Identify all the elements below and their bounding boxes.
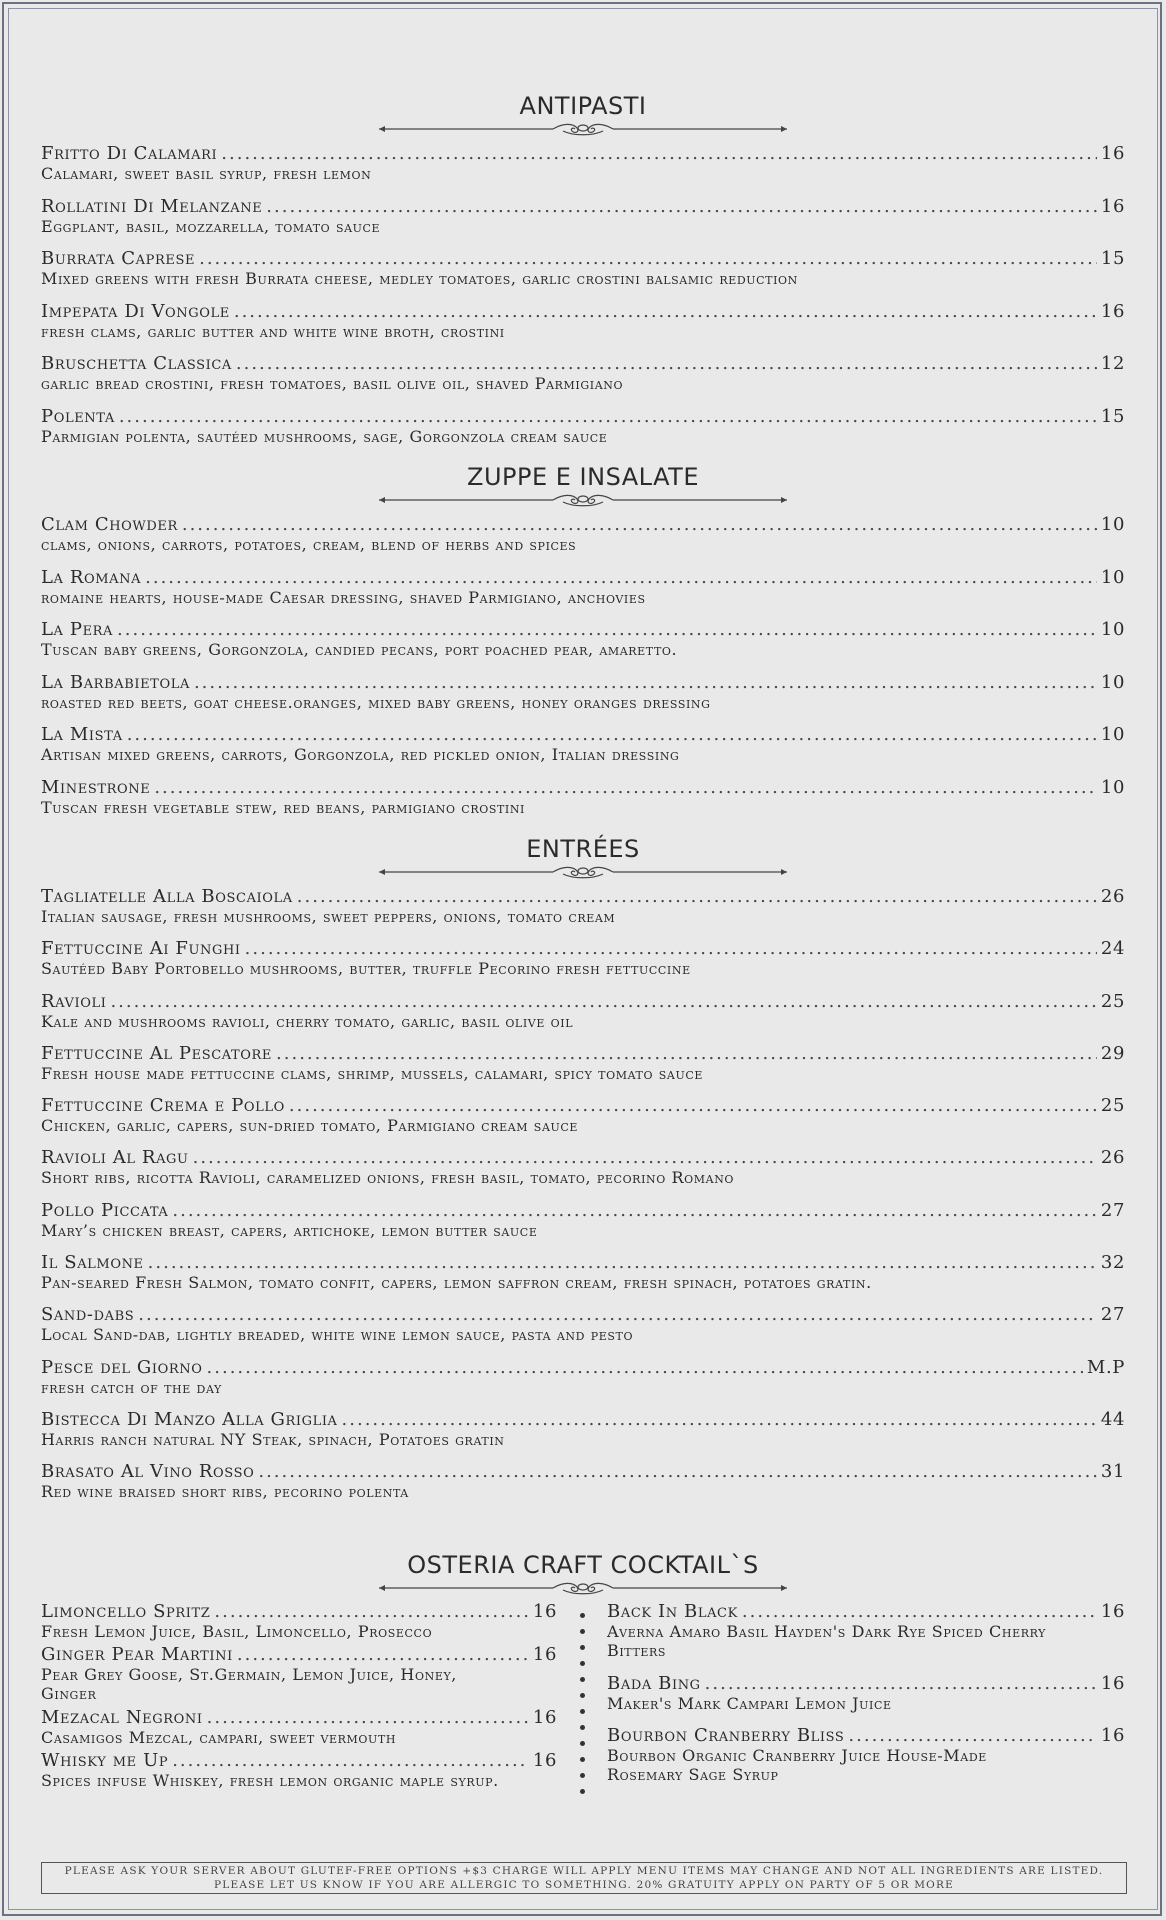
section-entrees bbox=[41, 835, 1125, 879]
item-name: Clam Chowder bbox=[41, 514, 178, 535]
item-description: Pan-seared Fresh Salmon, tomato confit, capers, lemon saffron cream, fresh spinach, potatoes gratin. bbox=[41, 1273, 872, 1293]
item-price: 25 bbox=[1100, 990, 1125, 1012]
item-price: 16 bbox=[1100, 1725, 1125, 1746]
item-name: Polenta bbox=[41, 405, 115, 427]
section-title: ANTIPASTI bbox=[519, 92, 647, 120]
dot-leader bbox=[172, 1750, 529, 1771]
item-price: 10 bbox=[1100, 776, 1125, 798]
item-price: 16 bbox=[532, 1601, 557, 1622]
menu-item bbox=[41, 1357, 1125, 1409]
menu-item bbox=[41, 514, 1125, 567]
dot-leader bbox=[193, 1147, 1097, 1168]
item-description: Italian sausage, fresh mushrooms, sweet peppers, onions, tomato cream bbox=[41, 907, 616, 926]
menu-item bbox=[607, 1601, 1125, 1673]
item-name: La Mista bbox=[41, 724, 123, 745]
bullet-dot bbox=[580, 1709, 585, 1714]
dot-leader bbox=[148, 1252, 1097, 1273]
item-price: 12 bbox=[1100, 353, 1125, 374]
dot-leader bbox=[119, 406, 1097, 427]
ornament-divider-icon bbox=[377, 1581, 789, 1595]
item-description: Maker's Mark Campari Lemon Juice bbox=[607, 1694, 892, 1713]
item-description: Local Sand-dab, lightly breaded, white wine lemon sauce, pasta and pesto bbox=[41, 1325, 634, 1345]
dot-leader bbox=[289, 1095, 1097, 1116]
bullet-dot bbox=[580, 1613, 585, 1618]
item-description: Averna Amaro Basil Hayden's Dark Rye Spiced Cherry Bitters bbox=[607, 1622, 1046, 1660]
item-name: Fritto Di Calamari bbox=[41, 143, 218, 164]
item-description: Sautéed Baby Portobello mushrooms, butter, truffle Pecorino fresh fettuccine bbox=[41, 959, 691, 979]
cocktails-right-column bbox=[607, 1601, 1125, 1813]
item-price: 26 bbox=[1100, 886, 1125, 907]
item-price: 24 bbox=[1100, 938, 1125, 960]
item-description: Pear Grey Goose, St.Germain, Lemon Juice, Honey, Ginger bbox=[41, 1665, 457, 1703]
dot-leader bbox=[236, 353, 1097, 374]
menu-item bbox=[41, 1644, 557, 1707]
item-name: Limoncello Spritz bbox=[41, 1601, 211, 1622]
item-name: Back In Black bbox=[607, 1601, 738, 1622]
item-name: Fettuccine Al Pescatore bbox=[41, 1042, 273, 1064]
item-price: 16 bbox=[532, 1644, 557, 1665]
bullet-dot bbox=[580, 1757, 585, 1762]
item-price: 16 bbox=[1100, 1601, 1125, 1622]
dot-leader bbox=[172, 1200, 1097, 1221]
item-price: 26 bbox=[1100, 1147, 1125, 1169]
dot-leader bbox=[138, 1304, 1097, 1325]
item-description: Mixed greens with fresh Burrata cheese, medley tomatoes, garlic crostini balsamic reduction bbox=[41, 269, 798, 288]
item-price: 15 bbox=[1100, 405, 1125, 427]
item-description: garlic bread crostini, fresh tomatoes, basil olive oil, shaved Parmigiano bbox=[41, 374, 624, 393]
dot-leader bbox=[207, 1357, 1083, 1378]
item-price: 10 bbox=[1100, 671, 1125, 693]
item-name: Pesce del Giorno bbox=[41, 1356, 203, 1378]
menu-item bbox=[41, 777, 1125, 830]
notice-line-2: PLEASE LET US KNOW IF YOU ARE ALLERGIC TO SOMETHING. 20% GRATUITY APPLY ON PARTY OF 5 OR MORE bbox=[214, 1879, 954, 1891]
menu-item bbox=[607, 1673, 1125, 1725]
item-price: 10 bbox=[1100, 514, 1125, 535]
item-price: 32 bbox=[1100, 1252, 1125, 1274]
section-title: OSTERIA CRAFT COCKTAIL`S bbox=[407, 1551, 759, 1579]
item-name: Bourbon Cranberry Bliss bbox=[607, 1725, 845, 1746]
item-price: 27 bbox=[1100, 1304, 1125, 1326]
dot-leader bbox=[276, 1043, 1097, 1064]
item-name: Burrata Caprese bbox=[41, 248, 196, 269]
item-name: Rollatini Di Melanzane bbox=[41, 195, 263, 217]
item-description: romaine hearts, house-made Caesar dressing, shaved Parmigiano, anchovies bbox=[41, 587, 646, 607]
section-cocktails bbox=[41, 1551, 1125, 1595]
item-name: Impepata Di Vongole bbox=[41, 300, 230, 322]
menu-item bbox=[41, 886, 1125, 938]
dot-leader bbox=[214, 1601, 528, 1622]
menu-item bbox=[41, 301, 1125, 354]
menu-item bbox=[41, 1095, 1125, 1147]
menu-item bbox=[41, 672, 1125, 725]
item-price: M.P bbox=[1086, 1356, 1125, 1378]
item-description: Spices infuse Whiskey, fresh lemon organic maple syrup. bbox=[41, 1771, 499, 1790]
antipasti-list bbox=[41, 143, 1125, 458]
item-description: Calamari, sweet basil syrup, fresh lemon bbox=[41, 164, 372, 183]
dot-leader bbox=[266, 196, 1097, 217]
dot-leader bbox=[245, 938, 1097, 959]
menu-item bbox=[41, 724, 1125, 777]
item-name: Il Salmone bbox=[41, 1252, 144, 1274]
item-price: 10 bbox=[1100, 724, 1125, 745]
item-name: Pollo Piccata bbox=[41, 1199, 169, 1221]
cocktails-left-column bbox=[41, 1601, 557, 1813]
dot-leader bbox=[297, 886, 1097, 907]
item-name: Ginger Pear Martini bbox=[41, 1644, 233, 1665]
menu-item bbox=[41, 619, 1125, 672]
item-description: Eggplant, basil, mozzarella, tomato sauce bbox=[41, 216, 381, 236]
item-price: 29 bbox=[1100, 1042, 1125, 1064]
section-title: ENTRÉES bbox=[526, 835, 640, 863]
dot-leader bbox=[154, 777, 1097, 798]
entrees-list bbox=[41, 886, 1125, 1514]
menu-item bbox=[41, 196, 1125, 249]
menu-item bbox=[41, 1304, 1125, 1356]
dot-leader bbox=[848, 1725, 1096, 1746]
menu-item bbox=[41, 567, 1125, 620]
item-name: La Barbabietola bbox=[41, 671, 190, 693]
bullet-dot bbox=[580, 1645, 585, 1650]
item-description: Tuscan fresh vegetable stew, red beans, parmigiano crostini bbox=[41, 797, 526, 817]
item-price: 44 bbox=[1100, 1408, 1125, 1430]
item-name: Sand-dabs bbox=[41, 1304, 135, 1326]
item-price: 16 bbox=[532, 1707, 557, 1728]
item-name: Bistecca Di Manzo Alla Griglia bbox=[41, 1408, 338, 1430]
dot-leader bbox=[237, 1644, 529, 1665]
menu-item bbox=[41, 938, 1125, 990]
menu-item bbox=[41, 1461, 1125, 1513]
item-name: La Romana bbox=[41, 566, 142, 588]
item-name: Minestrone bbox=[41, 776, 151, 798]
menu-item bbox=[41, 1601, 557, 1644]
menu-item bbox=[41, 1200, 1125, 1252]
item-price: 16 bbox=[1100, 300, 1125, 322]
menu-item bbox=[41, 1750, 557, 1813]
item-name: Bruschetta Classica bbox=[41, 353, 232, 374]
menu-item bbox=[41, 1043, 1125, 1095]
item-name: Ravioli bbox=[41, 990, 107, 1012]
item-description: Artisan mixed greens, carrots, Gorgonzola, red pickled onion, Italian dressing bbox=[41, 745, 680, 764]
bullet-dot bbox=[580, 1789, 585, 1794]
ornament-divider-icon bbox=[377, 493, 789, 507]
bullet-dot bbox=[580, 1629, 585, 1634]
menu-item bbox=[41, 248, 1125, 301]
ornament-divider-icon bbox=[377, 865, 789, 879]
bullet-dot bbox=[580, 1725, 585, 1730]
item-name: Tagliatelle Alla Boscaiola bbox=[41, 886, 293, 907]
bullet-dot bbox=[580, 1693, 585, 1698]
menu-item bbox=[41, 991, 1125, 1043]
item-price: 16 bbox=[532, 1750, 557, 1771]
item-price: 31 bbox=[1100, 1461, 1125, 1483]
item-description: fresh catch of the day bbox=[41, 1377, 222, 1397]
item-description: Casamigos Mezcal, campari, sweet vermouth bbox=[41, 1728, 397, 1747]
item-price: 15 bbox=[1100, 248, 1125, 269]
dot-leader bbox=[182, 514, 1097, 535]
bullet-dot bbox=[580, 1661, 585, 1666]
cocktails-columns bbox=[41, 1601, 1125, 1813]
item-name: Brasato Al Vino Rosso bbox=[41, 1461, 255, 1483]
item-name: Fettuccine Crema e Pollo bbox=[41, 1095, 285, 1117]
dot-leader bbox=[199, 248, 1097, 269]
item-description: Harris ranch natural NY Steak, spinach, Potatoes gratin bbox=[41, 1429, 505, 1449]
item-name: Fettuccine Ai Funghi bbox=[41, 938, 241, 960]
menu-item bbox=[41, 1707, 557, 1750]
footer-notice bbox=[41, 1862, 1127, 1894]
item-name: Whisky me Up bbox=[41, 1750, 169, 1771]
item-description: Bourbon Organic Cranberry Juice House-Made Rosemary Sage Syrup bbox=[607, 1746, 987, 1784]
item-description: roasted red beets, goat cheese.oranges, mixed baby greens, honey oranges dressing bbox=[41, 692, 711, 712]
item-description: Chicken, garlic, capers, sun-dried tomato, Parmigiano cream sauce bbox=[41, 1116, 579, 1136]
dot-leader bbox=[207, 1707, 529, 1728]
menu-item bbox=[41, 1409, 1125, 1461]
dot-leader bbox=[234, 301, 1097, 322]
dot-leader bbox=[742, 1601, 1097, 1622]
item-description: Fresh Lemon Juice, Basil, Limoncello, Prosecco bbox=[41, 1622, 433, 1641]
item-price: 16 bbox=[1100, 1673, 1125, 1694]
dot-leader bbox=[117, 619, 1097, 640]
dot-leader bbox=[145, 567, 1097, 588]
bullet-dot bbox=[580, 1741, 585, 1746]
dot-leader bbox=[705, 1673, 1097, 1694]
menu-item bbox=[41, 1147, 1125, 1199]
item-name: Bada Bing bbox=[607, 1673, 701, 1694]
dot-leader bbox=[127, 724, 1097, 745]
item-description: Tuscan baby greens, Gorgonzola, candied pecans, port poached pear, amaretto. bbox=[41, 640, 678, 659]
bullet-dot bbox=[580, 1677, 585, 1682]
dot-leader bbox=[110, 991, 1096, 1012]
menu-item bbox=[41, 353, 1125, 406]
menu-item bbox=[41, 1252, 1125, 1304]
dot-leader bbox=[342, 1409, 1097, 1430]
item-price: 25 bbox=[1100, 1095, 1125, 1117]
dot-leader bbox=[221, 143, 1097, 164]
item-description: fresh clams, garlic butter and white wine broth, crostini bbox=[41, 321, 505, 341]
dot-leader bbox=[194, 672, 1097, 693]
item-description: Fresh house made fettuccine clams, shrimp, mussels, calamari, spicy tomato sauce bbox=[41, 1063, 703, 1083]
item-name: Mezacal Negroni bbox=[41, 1707, 203, 1728]
item-price: 16 bbox=[1100, 195, 1125, 217]
item-description: Kale and mushrooms ravioli, cherry tomato, garlic, basil olive oil bbox=[41, 1011, 574, 1031]
zuppe-list bbox=[41, 514, 1125, 829]
item-description: clams, onions, carrots, potatoes, cream, blend of herbs and spices bbox=[41, 535, 577, 554]
notice-line-1: PLEASE ASK YOUR SERVER ABOUT GLUTEF-FREE OPTIONS +$3 CHARGE WILL APPLY MENU ITEMS MAY CHANGE AND NOT ALL INGREDIENTS ARE LISTED. bbox=[64, 1865, 1104, 1877]
item-name: La Pera bbox=[41, 619, 114, 640]
menu-item bbox=[607, 1725, 1125, 1788]
item-price: 16 bbox=[1100, 143, 1125, 164]
item-price: 10 bbox=[1100, 619, 1125, 640]
item-description: Parmigian polenta, sautéed mushrooms, sage, Gorgonzola cream sauce bbox=[41, 426, 608, 446]
item-description: Red wine braised short ribs, pecorino polenta bbox=[41, 1482, 409, 1502]
section-antipasti bbox=[41, 92, 1125, 136]
column-bullet-separator bbox=[562, 1601, 602, 1813]
item-description: Short ribs, ricotta Ravioli, caramelized onions, fresh basil, tomato, pecorino Romano bbox=[41, 1168, 735, 1188]
bullet-dot bbox=[580, 1773, 585, 1778]
item-price: 10 bbox=[1100, 566, 1125, 588]
dot-leader bbox=[258, 1461, 1097, 1482]
ornament-divider-icon bbox=[377, 122, 789, 136]
menu-item bbox=[41, 143, 1125, 196]
menu-item bbox=[41, 406, 1125, 459]
section-zuppe bbox=[41, 463, 1125, 507]
section-title: ZUPPE E INSALATE bbox=[467, 463, 699, 491]
item-description: Mary’s chicken breast, capers, artichoke, lemon butter sauce bbox=[41, 1220, 538, 1240]
item-price: 27 bbox=[1100, 1199, 1125, 1221]
item-name: Ravioli Al Ragu bbox=[41, 1147, 189, 1169]
